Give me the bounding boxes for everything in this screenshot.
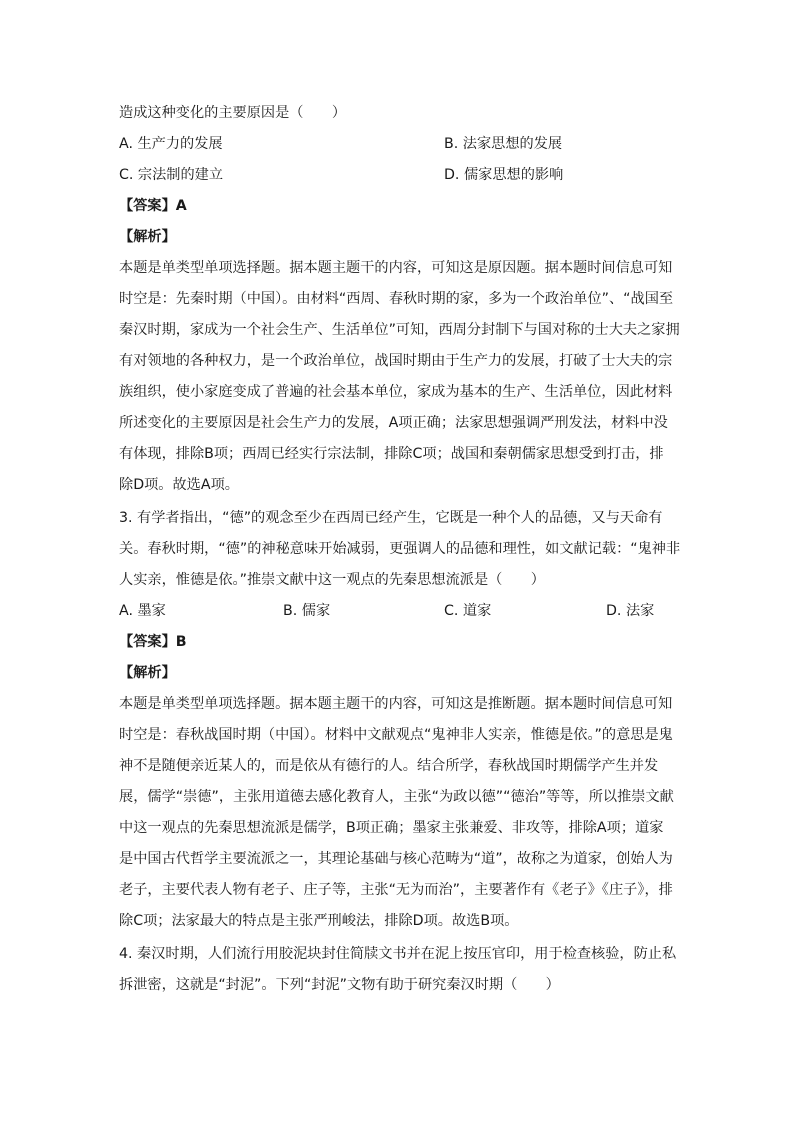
question-stem-line: 拆泄密，这就是“封泥”。下列“封泥”文物有助于研究秦汉时期（ ） (119, 977, 560, 993)
question-stem-line: 人实亲，惟德是依。”推崇文献中这一观点的先秦思想流派是（ ） (119, 572, 545, 588)
option-c: C. 道家 (444, 603, 492, 619)
option-a: A. 生产力的发展 (119, 136, 223, 152)
analysis-line: 神不是随便亲近某人的，而是依从有德行的人。结合所学，春秋战国时期儒学产生并发 (119, 758, 659, 774)
analysis-line: 所述变化的主要原因是社会生产力的发展，A项正确；法家思想强调严刑发法，材料中没 (119, 415, 668, 431)
analysis-line: 时空是：春秋战国时期（中国）。材料中文献观点“鬼神非人实亲，惟德是依。”的意思是鬼 (119, 727, 673, 743)
option-c: C. 宗法制的建立 (119, 167, 224, 183)
analysis-heading: 【解析】 (119, 229, 176, 245)
analysis-line: 秦汉时期，家成为一个社会生产、生活单位”可知，西周分封制下与国对称的士大夫之家拥 (119, 322, 680, 338)
analysis-line: 族组织，使小家庭变成了普遍的社会基本单位，家成为基本的生产、生活单位，因此材料 (119, 384, 673, 400)
question-stem-line: 4. 秦汉时期，人们流行用胶泥块封住简牍文书并在泥上按压官印，用于检查核验，防止私 (119, 946, 677, 962)
analysis-line: 有对领地的各种权力，是一个政治单位，战国时期由于生产力的发展，打破了士大夫的宗 (119, 353, 673, 369)
analysis-line: 有体现，排除B项；西周已经实行宗法制，排除C项；战国和秦朝儒家思想受到打击，排 (119, 446, 664, 462)
option-d: D. 法家 (606, 603, 655, 619)
analysis-line: 本题是单类型单项选择题。据本题主题干的内容，可知这是原因题。据本题时间信息可知 (119, 260, 673, 276)
analysis-line: 本题是单类型单项选择题。据本题主题干的内容，可知这是推断题。据本题时间信息可知 (119, 696, 673, 712)
answer-label: 【答案】A (119, 198, 187, 214)
question-stem-line: 3. 有学者指出，“德”的观念至少在西周已经产生，它既是一种个人的品德，又与天命有 (119, 510, 663, 526)
analysis-heading: 【解析】 (119, 665, 176, 681)
analysis-line: 时空是：先秦时期（中国）。由材料“西周、春秋时期的家，多为一个政治单位”、“战国至 (119, 291, 674, 307)
analysis-line: 展，儒学“崇德”，主张用道德去感化教育人，主张“为政以德”“德治”等等，所以推崇文献 (119, 789, 674, 805)
question-stem-line: 关。春秋时期，“德”的神秘意味开始减弱，更强调人的品德和理性，如文献记载：“鬼神非 (119, 541, 681, 557)
option-b: B. 儒家 (283, 603, 331, 619)
analysis-line: 老子，主要代表人物有老子、庄子等，主张“无为而治”，主要著作有《老子》《庄子》，排 (119, 882, 673, 898)
option-b: B. 法家思想的发展 (444, 136, 563, 152)
analysis-line: 中这一观点的先秦思想流派是儒学，B项正确；墨家主张兼爱、非攻等，排除A项；道家 (119, 820, 664, 836)
analysis-line: 除C项；法家最大的特点是主张严刑峻法，排除D项。故选B项。 (119, 913, 519, 929)
option-d: D. 儒家思想的影响 (444, 167, 564, 183)
analysis-line: 是中国古代哲学主要流派之一，其理论基础与核心范畴为“道”，故称之为道家，创始人为 (119, 851, 673, 867)
question-stem-line: 造成这种变化的主要原因是（ ） (119, 105, 347, 121)
analysis-line: 除D项。故选A项。 (119, 477, 239, 493)
answer-label: 【答案】B (119, 634, 187, 650)
option-a: A. 墨家 (119, 603, 166, 619)
